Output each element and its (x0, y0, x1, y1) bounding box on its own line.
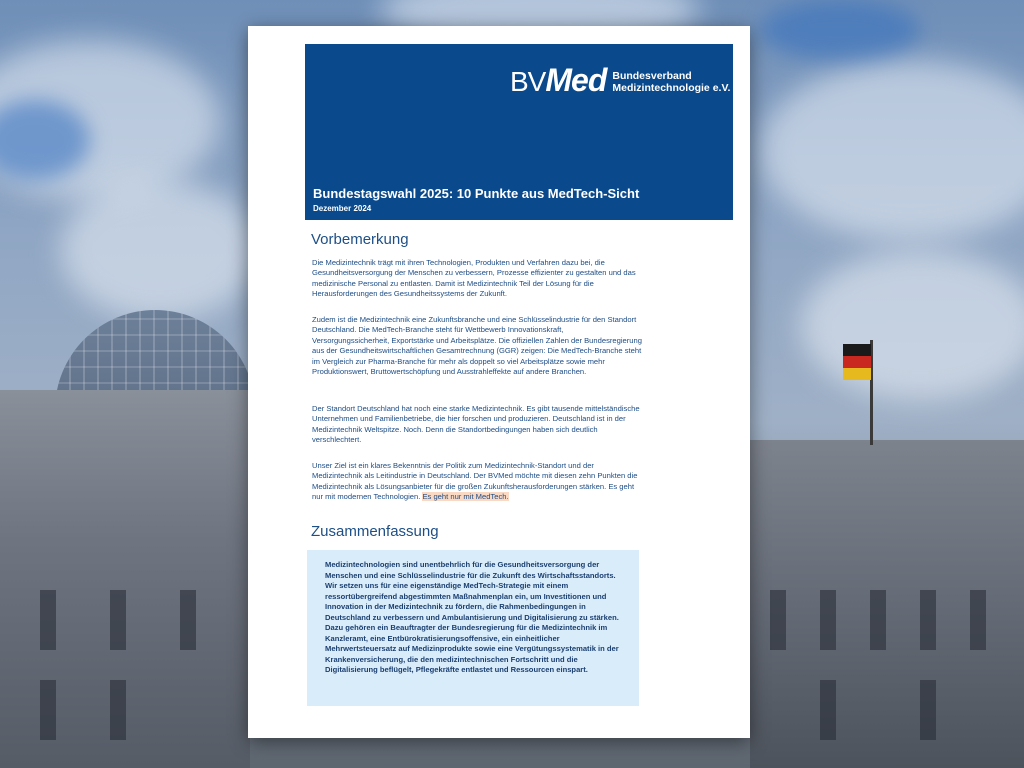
bvmed-logo (510, 56, 730, 96)
building-left (0, 390, 250, 768)
document-date: Dezember 2024 (313, 204, 372, 213)
paragraph-1: Die Medizintechnik trägt mit ihren Technologien, Produkten und Verfahren dazu bei, die Gesundheitsversorgung der Menschen zu verbessern, Prozesse effizienter zu gestalten und das medizinische Personal zu entlasten. Damit ist Medizintechnik Teil der Lösung für die Herausforderungen des Gesundheitssystems der Zukunft. (312, 258, 636, 299)
document-page (248, 26, 750, 738)
heading-vorbemerkung: Vorbemerkung (311, 231, 409, 248)
paragraph-4-text: Unser Ziel ist ein klares Bekenntnis der Politik zum Medizintechnik-Standort und der Medizintechnik als Leitindustrie in Deutschland. Der BVMed möchte mit diesen zehn Punkten die Medizintechnik als Lösungsanbieter für die großen Zukunftsherausforderungen stärken. Es geht nur mit modernen Technologien. (312, 461, 638, 502)
heading-zusammenfassung: Zusammenfassung (311, 523, 439, 540)
logo-med: Med (545, 62, 607, 98)
highlighted-sentence: Es geht nur mit MedTech. (422, 492, 509, 502)
logo-text (612, 70, 730, 96)
logo-line-1: Bundesverband (612, 70, 692, 82)
document-header (305, 44, 733, 220)
logo-bv: BV (510, 66, 546, 97)
summary-text: Medizintechnologien sind unentbehrlich für die Gesundheitsversorgung der Menschen und eine Schlüsselindustrie für die Zukunft des Wirtschaftsstandorts. Wir setzen uns für eine eigenständige MedTech-Strategie mit einem ressortübergreifend abgestimmten Maßnahmenplan ein, um Investitionen und Innovation in der Medizintechnik zu fördern, die Rahmenbedingungen in Deutschland zu verbessern und Ambulantisierung und Digitalisierung zu stärken. Dazu gehören ein Beauftragter der Bundesregierung für die Medizintechnik im Kanzleramt, eine Entbürokratisierungsoffensive, ein einheitlicher Mehrwertsteuersatz auf Medizinprodukte sowie eine Vergütungssystematik in der Krankenversicherung, die den medizintechnischen Fortschritt und die Digitalisierung beflügelt, Pflegekräfte entlastet und Ressourcen einspart. (325, 560, 619, 674)
german-flag-icon (843, 344, 871, 380)
summary-box (307, 550, 639, 706)
building-right (750, 440, 1024, 768)
document-title: Bundestagswahl 2025: 10 Punkte aus MedTech-Sicht (313, 186, 640, 201)
paragraph-2: Zudem ist die Medizintechnik eine Zukunftsbranche und eine Schlüsselindustrie für den Standort Deutschland. Die MedTech-Branche steht für Wettbewerb Innovationskraft, Versorgungssicherheit, Exportstärke und Arbeitsplätze. Die offiziellen Zahlen der Bundesregierung aus der Gesundheitswirtschaftlichen Gesamtrechnung (GGR) zeigen: Die MedTech-Branche steht im Vergleich zur Pharma-Branche für mehr als doppelt so viel Arbeitsplätze sowie mehr Produktionswert, Bruttowertschöpfung und Ausstrahleffekte auf andere Branchen. (312, 315, 642, 377)
paragraph-3: Der Standort Deutschland hat noch eine starke Medizintechnik. Es gibt tausende mittelständische Unternehmen und Familienbetriebe, die hier forschen und produzieren. Deutschland ist in der Medizintechnik Weltspitze. Noch. Denn die Standortbedingungen haben sich deutlich verschlechtert. (312, 404, 640, 445)
logo-line-2: Medizintechnologie e.V. (612, 82, 731, 94)
paragraph-4 (312, 461, 642, 503)
